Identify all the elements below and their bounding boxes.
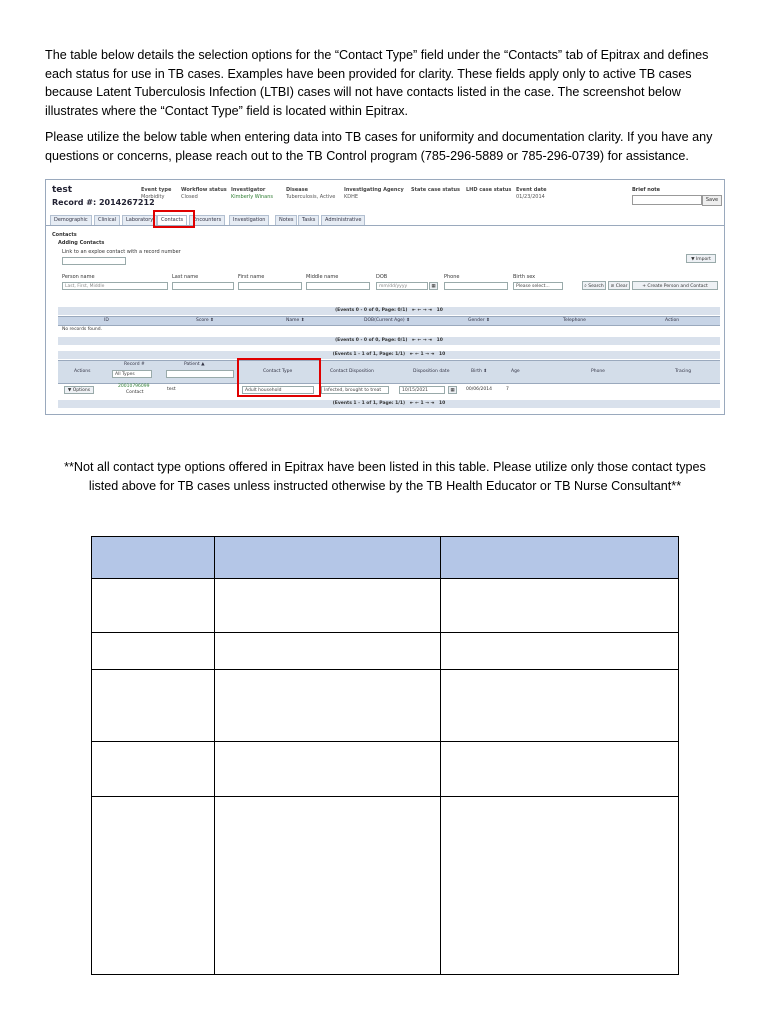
table-cell (92, 579, 215, 633)
meta-disease (286, 187, 335, 201)
create-person-contact-button[interactable]: + Create Person and Contact (632, 281, 718, 290)
pager-nav-icon[interactable]: ⇤ ← → ⇥ (409, 338, 436, 343)
last-name-label: Last name (172, 274, 199, 280)
patient-filter-input[interactable] (166, 370, 234, 378)
tab-administrative[interactable]: Administrative (321, 215, 365, 225)
col-gender[interactable]: Gender ⬍ (468, 318, 490, 323)
col-contact-type: Contact Type (263, 369, 293, 374)
col-telephone: Telephone (563, 318, 586, 323)
meta-value: 01/23/2014 (516, 194, 545, 200)
phone-input[interactable] (444, 282, 508, 290)
pager-text: (Events 1 - 1 of 1, Page: 1/1) (332, 401, 406, 406)
save-button[interactable]: Save (702, 195, 722, 206)
meta-key: Event date (516, 187, 547, 193)
record-number: Record #: 2014267212 (52, 198, 155, 207)
contact-age: 7 (506, 387, 509, 392)
page-size-select[interactable]: 10 (439, 352, 446, 357)
tab-contacts[interactable]: Contacts (157, 215, 187, 225)
table-row (92, 742, 679, 797)
meta-key: Workflow status (181, 187, 227, 193)
birth-sex-label: Birth sex (513, 274, 536, 280)
tab-tasks[interactable]: Tasks (298, 215, 319, 225)
page-size-select[interactable]: 10 (436, 308, 443, 313)
dob-label: DOB (376, 274, 388, 280)
col-id: ID (104, 318, 109, 323)
pager-nav-icon[interactable]: ⇤ ← → ⇥ (409, 308, 436, 313)
brief-note-label: Brief note (632, 187, 661, 193)
tab-investigation[interactable]: Investigation (229, 215, 269, 225)
col-age: Age (511, 369, 520, 374)
table-cell (215, 633, 441, 670)
table-row (92, 797, 679, 975)
table-cell (441, 670, 679, 742)
meta-value: Tuberculosis, Active (286, 194, 336, 200)
table-row (92, 633, 679, 670)
col-name[interactable]: Name ⬍ (286, 318, 305, 323)
tab-encounters[interactable]: Encounters (189, 215, 225, 225)
adding-contacts-heading: Adding Contacts (58, 240, 105, 246)
meta-event-date (516, 187, 547, 201)
table-header-cell (92, 537, 215, 579)
tab-notes[interactable]: Notes (275, 215, 297, 225)
middle-name-input[interactable] (306, 282, 370, 290)
contact-record-sub: Contact (126, 390, 144, 395)
meta-event-type (141, 187, 171, 201)
meta-lhd-case-status (466, 187, 511, 194)
col-birth[interactable]: Birth ⬍ (471, 369, 488, 374)
disclaimer-note: **Not all contact type options offered in Epitrax have been listed in this table. Please utilize only those contact types listed above for TB cases unless instructed otherwise by the TB Health Educator or TB Nurse Consultant** (64, 460, 706, 493)
table-cell (215, 797, 441, 975)
meta-key: State case status (411, 187, 460, 193)
table-header-cell (215, 537, 441, 579)
col-patient[interactable]: Patient ▲ (184, 362, 205, 367)
no-records-text: No records found. (62, 327, 103, 332)
table-cell (92, 633, 215, 670)
col-tracing: Tracing (675, 369, 692, 374)
page-size-select[interactable]: 10 (439, 401, 446, 406)
meta-key: LHD case status (466, 187, 512, 193)
link-record-label: Link to an exploe contact with a record number (62, 249, 181, 255)
meta-key: Investigating Agency (344, 187, 404, 193)
table-cell (92, 670, 215, 742)
intro-paragraph-1: The table below details the selection options for the “Contact Type” field under the “Contacts” tab of Epitrax and defines each status for use in TB cases. Examples have been provided for clarity. These fields apply only to active TB cases because Latent Tuberculosis Infection (LTBI) cases will not have contacts listed in the case. The screenshot below illustrates where the “Contact Type” field is located within Epitrax. (45, 48, 709, 118)
dob-input[interactable]: mm/dd/yyyy (376, 282, 428, 290)
tab-laboratory[interactable]: Laboratory (122, 215, 157, 225)
table-cell (215, 742, 441, 797)
calendar-icon[interactable]: ▦ (429, 282, 438, 290)
contact-type-select[interactable]: Adult household (242, 386, 314, 394)
calendar-icon[interactable]: ▦ (448, 386, 457, 394)
table-cell (441, 797, 679, 975)
meta-key: Disease (286, 187, 308, 193)
meta-workflow-status (181, 187, 227, 201)
table-cell (441, 742, 679, 797)
search-results-header (58, 316, 720, 326)
last-name-input[interactable] (172, 282, 234, 290)
phone-label: Phone (444, 274, 460, 280)
meta-value: KDHE (344, 194, 359, 200)
col-disposition-date: Disposition date (413, 369, 450, 374)
meta-value: Morbidity (141, 194, 165, 200)
contact-birth: 00/06/2014 (466, 387, 492, 392)
pager-nav-icon[interactable]: ⇤ ← 1 → ⇥ (406, 401, 438, 406)
record-title: test (52, 185, 73, 195)
page-size-select[interactable]: 10 (436, 338, 443, 343)
contact-record-link[interactable]: 20010796099 (118, 384, 150, 389)
record-header (46, 180, 724, 212)
table-header-row (92, 537, 679, 579)
table-row (92, 579, 679, 633)
meta-investigating-agency (344, 187, 404, 201)
table-cell (215, 579, 441, 633)
meta-key: Event type (141, 187, 172, 193)
record-number-input[interactable] (62, 257, 126, 265)
tab-clinical[interactable]: Clinical (94, 215, 120, 225)
col-dob[interactable]: DOB(Current Age) ⬍ (364, 318, 410, 323)
first-name-label: First name (238, 274, 265, 280)
table-cell (441, 579, 679, 633)
contact-type-table (91, 536, 679, 975)
person-name-label: Person name (62, 274, 95, 280)
search-button[interactable]: ⌕ Search (582, 281, 606, 290)
search-pager-bottom (58, 337, 720, 345)
pager-nav-icon[interactable]: ⇤ ← 1 → ⇥ (406, 352, 438, 357)
contact-patient: test (167, 387, 176, 392)
middle-name-label: Middle name (306, 274, 339, 280)
table-cell (92, 797, 215, 975)
pager-text: (Events 1 - 1 of 1, Page: 1/1) (332, 352, 406, 357)
col-action: Action (665, 318, 680, 323)
meta-key: Investigator (231, 187, 266, 193)
meta-investigator (231, 187, 273, 201)
birth-sex-select[interactable]: Please select... (513, 282, 563, 290)
brief-note-input[interactable] (632, 195, 702, 205)
import-button[interactable]: ▼ Import (686, 254, 716, 263)
contacts-pager-bottom (58, 400, 720, 408)
col-score[interactable]: Score ⬍ (196, 318, 214, 323)
first-name-input[interactable] (238, 282, 302, 290)
table-cell (215, 670, 441, 742)
table-cell (441, 633, 679, 670)
col-phone: Phone (591, 369, 605, 374)
table-header-cell (441, 537, 679, 579)
col-actions: Actions (74, 369, 91, 374)
col-record: Record # (124, 362, 145, 367)
contacts-heading: Contacts (52, 232, 77, 238)
contacts-table-header (58, 360, 720, 384)
tab-demographic[interactable]: Demographic (50, 215, 92, 225)
disposition-date-input[interactable]: 10/15/2021 (399, 386, 445, 394)
table-row (92, 670, 679, 742)
search-pager-top (58, 307, 720, 315)
meta-state-case-status (411, 187, 460, 194)
meta-value: Closed (181, 194, 198, 200)
epitrax-screenshot (45, 179, 725, 415)
intro-paragraph-2: Please utilize the below table when entering data into TB cases for uniformity and documentation clarity. If you have any questions or concerns, please reach out to the TB Control program (785-296-5889 or 785-296-0739) for assistance. (45, 130, 713, 163)
contact-disposition-select[interactable]: Infected, brought to treat (321, 386, 389, 394)
contact-type-highlight (237, 358, 321, 397)
record-tabs (46, 213, 724, 226)
meta-value[interactable]: Kimberly Winans (231, 194, 274, 200)
table-cell (92, 742, 215, 797)
pager-text: (Events 0 - 0 of 0, Page: 0/1) (335, 308, 408, 313)
person-name-input[interactable]: Last, First, Middle (62, 282, 168, 290)
clear-button[interactable]: ⊘ Clear (608, 281, 630, 290)
contacts-pager-top (58, 351, 720, 359)
record-type-filter[interactable]: All Types (112, 370, 152, 378)
col-contact-disposition: Contact Disposition (330, 369, 374, 374)
contacts-tab-highlight (153, 210, 195, 228)
options-button[interactable]: ▼ Options (64, 386, 94, 394)
pager-text: (Events 0 - 0 of 0, Page: 0/1) (335, 338, 408, 343)
